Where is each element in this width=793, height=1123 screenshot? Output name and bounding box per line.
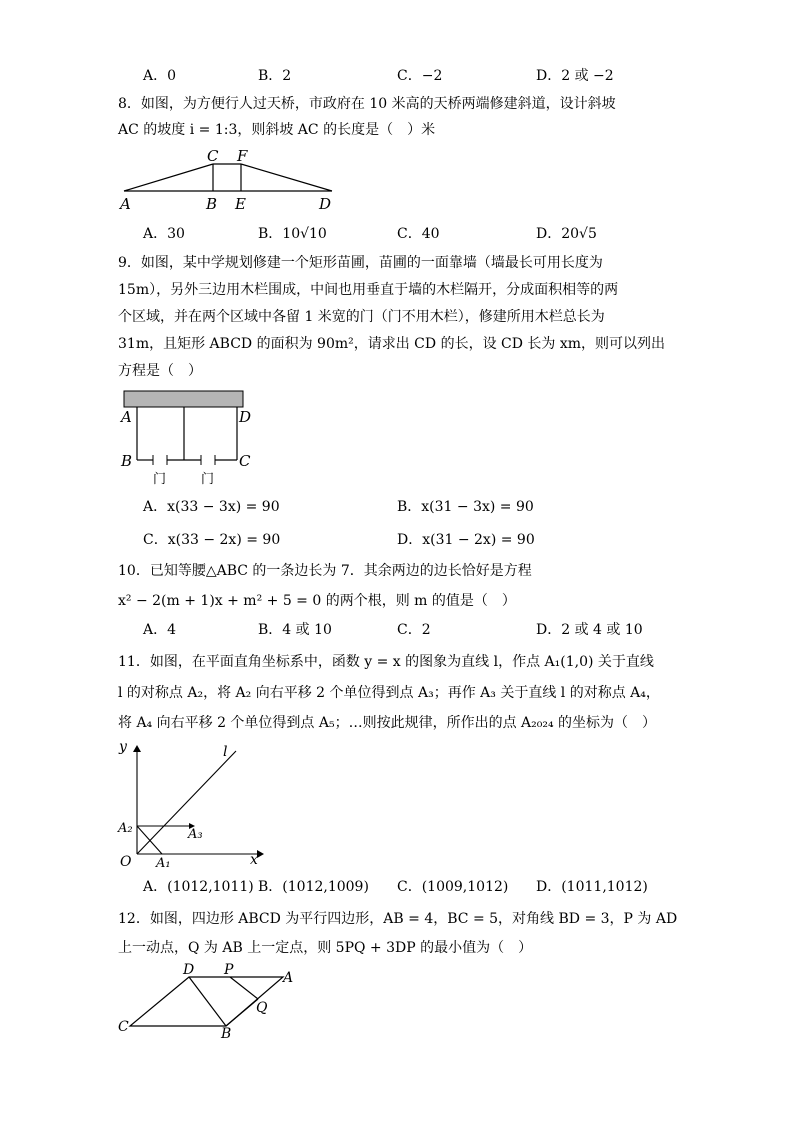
q11-label-a2: A₂: [118, 821, 133, 836]
q8-bridge-figure: [110, 142, 350, 214]
q9-label-d: D: [239, 408, 252, 426]
q11-option-d: D．(1011,1012): [536, 879, 648, 895]
q11-line-l: [137, 751, 236, 854]
q9-option-d: D．x(31 − 2x) = 90: [397, 532, 535, 548]
q7-option-b: B．2: [258, 68, 292, 84]
q12-text-line1: 12．如图，四边形 ABCD 为平行四边形，AB = 4，BC = 5，对角线 BD = 3，P 为 AD: [118, 911, 678, 927]
q9-wall: [124, 391, 243, 407]
q7-option-a: A．0: [143, 68, 177, 84]
q11-label-a1: A₁: [156, 856, 171, 868]
q11-text-line2: l 的对称点 A₂，将 A₂ 向右平移 2 个单位得到点 A₃；再作 A₃ 关于直线 l 的对称点 A₄，: [118, 685, 660, 701]
q11-label-l: l: [223, 744, 228, 760]
q11-option-a: A．(1012,1011): [143, 879, 254, 895]
q12-label-a: A: [283, 970, 294, 986]
q11-coordinate-figure: [115, 742, 265, 868]
q9-label-c: C: [239, 452, 251, 470]
q8-label-e: E: [235, 195, 246, 213]
q11-option-c: C．(1009,1012): [397, 879, 509, 895]
q8-option-d: D．20√5: [536, 226, 597, 242]
q7-option-c: C．−2: [397, 68, 443, 84]
q8-text-line1: 8．如图，为方便行人过天桥，市政府在 10 米高的天桥两端修建斜道，设计斜坡: [118, 96, 616, 112]
q10-option-b: B．4 或 10: [258, 622, 332, 638]
q12-label-q: Q: [256, 1000, 268, 1016]
q8-text-line2: AC 的坡度 i = 1:3，则斜坡 AC 的长度是（ ）米: [118, 122, 436, 138]
q10-option-c: C．2: [397, 622, 431, 638]
q12-label-b: B: [221, 1026, 232, 1042]
q9-text-line3: 个区域，并在两个区域中各留 1 米宽的门（门不用木栏），修建所用木栏总长为: [118, 309, 605, 325]
q10-text-line1: 10．已知等腰△ABC 的一条边长为 7．其余两边的边长恰好是方程: [118, 563, 532, 579]
q9-label-gate2: 门: [201, 472, 215, 487]
q9-label-gate1: 门: [153, 472, 167, 487]
q9-text-line5: 方程是（ ）: [118, 363, 202, 379]
q8-option-c: C．40: [397, 226, 440, 242]
q8-option-b: B．10√10: [258, 226, 327, 242]
q12-label-c: C: [118, 1019, 129, 1035]
q7-option-d: D．2 或 −2: [536, 68, 614, 84]
q11-option-b: B．(1012,1009): [258, 879, 369, 895]
q10-text-line2: x² − 2(m + 1)x + m² + 5 = 0 的两个根，则 m 的值是（ ）: [118, 593, 516, 609]
q10-option-a: A．4: [143, 622, 177, 638]
q11-text-line3: 将 A₄ 向右平移 2 个单位得到点 A₅；…则按此规律，所作出的点 A₂₀₂₄ 的坐标为（ ）: [118, 715, 657, 731]
q8-option-a: A．30: [143, 226, 185, 242]
q9-label-b: B: [121, 452, 133, 470]
q8-label-f: F: [237, 147, 248, 165]
q12-text-line2: 上一动点，Q 为 AB 上一定点，则 5PQ + 3DP 的最小值为（ ）: [118, 940, 533, 956]
q9-text-line2: 15m），另外三边用木栏围成，中间也用垂直于墙的木栏隔开，分成面积相等的两: [118, 282, 619, 298]
q9-option-c: C．x(33 − 2x) = 90: [143, 532, 281, 548]
q11-label-a3: A₃: [188, 827, 203, 842]
q9-option-b: B．x(31 − 3x) = 90: [397, 499, 534, 515]
q8-label-c: C: [207, 147, 219, 165]
q9-text-line1: 9．如图，某中学规划修建一个矩形苗圃，苗圃的一面靠墙（墙最长可用长度为: [118, 255, 603, 271]
q9-garden-figure: [115, 388, 260, 488]
q11-text-line1: 11．如图，在平面直角坐标系中，函数 y = x 的图象为直线 l，作点 A₁(1,0) 关于直线: [118, 654, 654, 670]
q12-parallelogram-figure: [112, 962, 302, 1042]
q9-text-line4: 31m，且矩形 ABCD 的面积为 90m²，请求出 CD 的长，设 CD 长为 xm，则可以列出: [118, 336, 666, 352]
q9-label-a: A: [121, 408, 132, 426]
q11-label-x: x: [250, 852, 258, 868]
q9-option-a: A．x(33 − 3x) = 90: [143, 499, 280, 515]
q11-label-o: O: [120, 854, 132, 868]
q8-label-d: D: [319, 195, 332, 213]
q12-label-d: D: [183, 962, 195, 978]
q10-option-d: D．2 或 4 或 10: [536, 622, 643, 638]
q8-label-b: B: [206, 195, 218, 213]
q8-label-a: A: [120, 195, 131, 213]
q12-label-p: P: [224, 962, 234, 978]
q11-label-y: y: [119, 742, 127, 755]
